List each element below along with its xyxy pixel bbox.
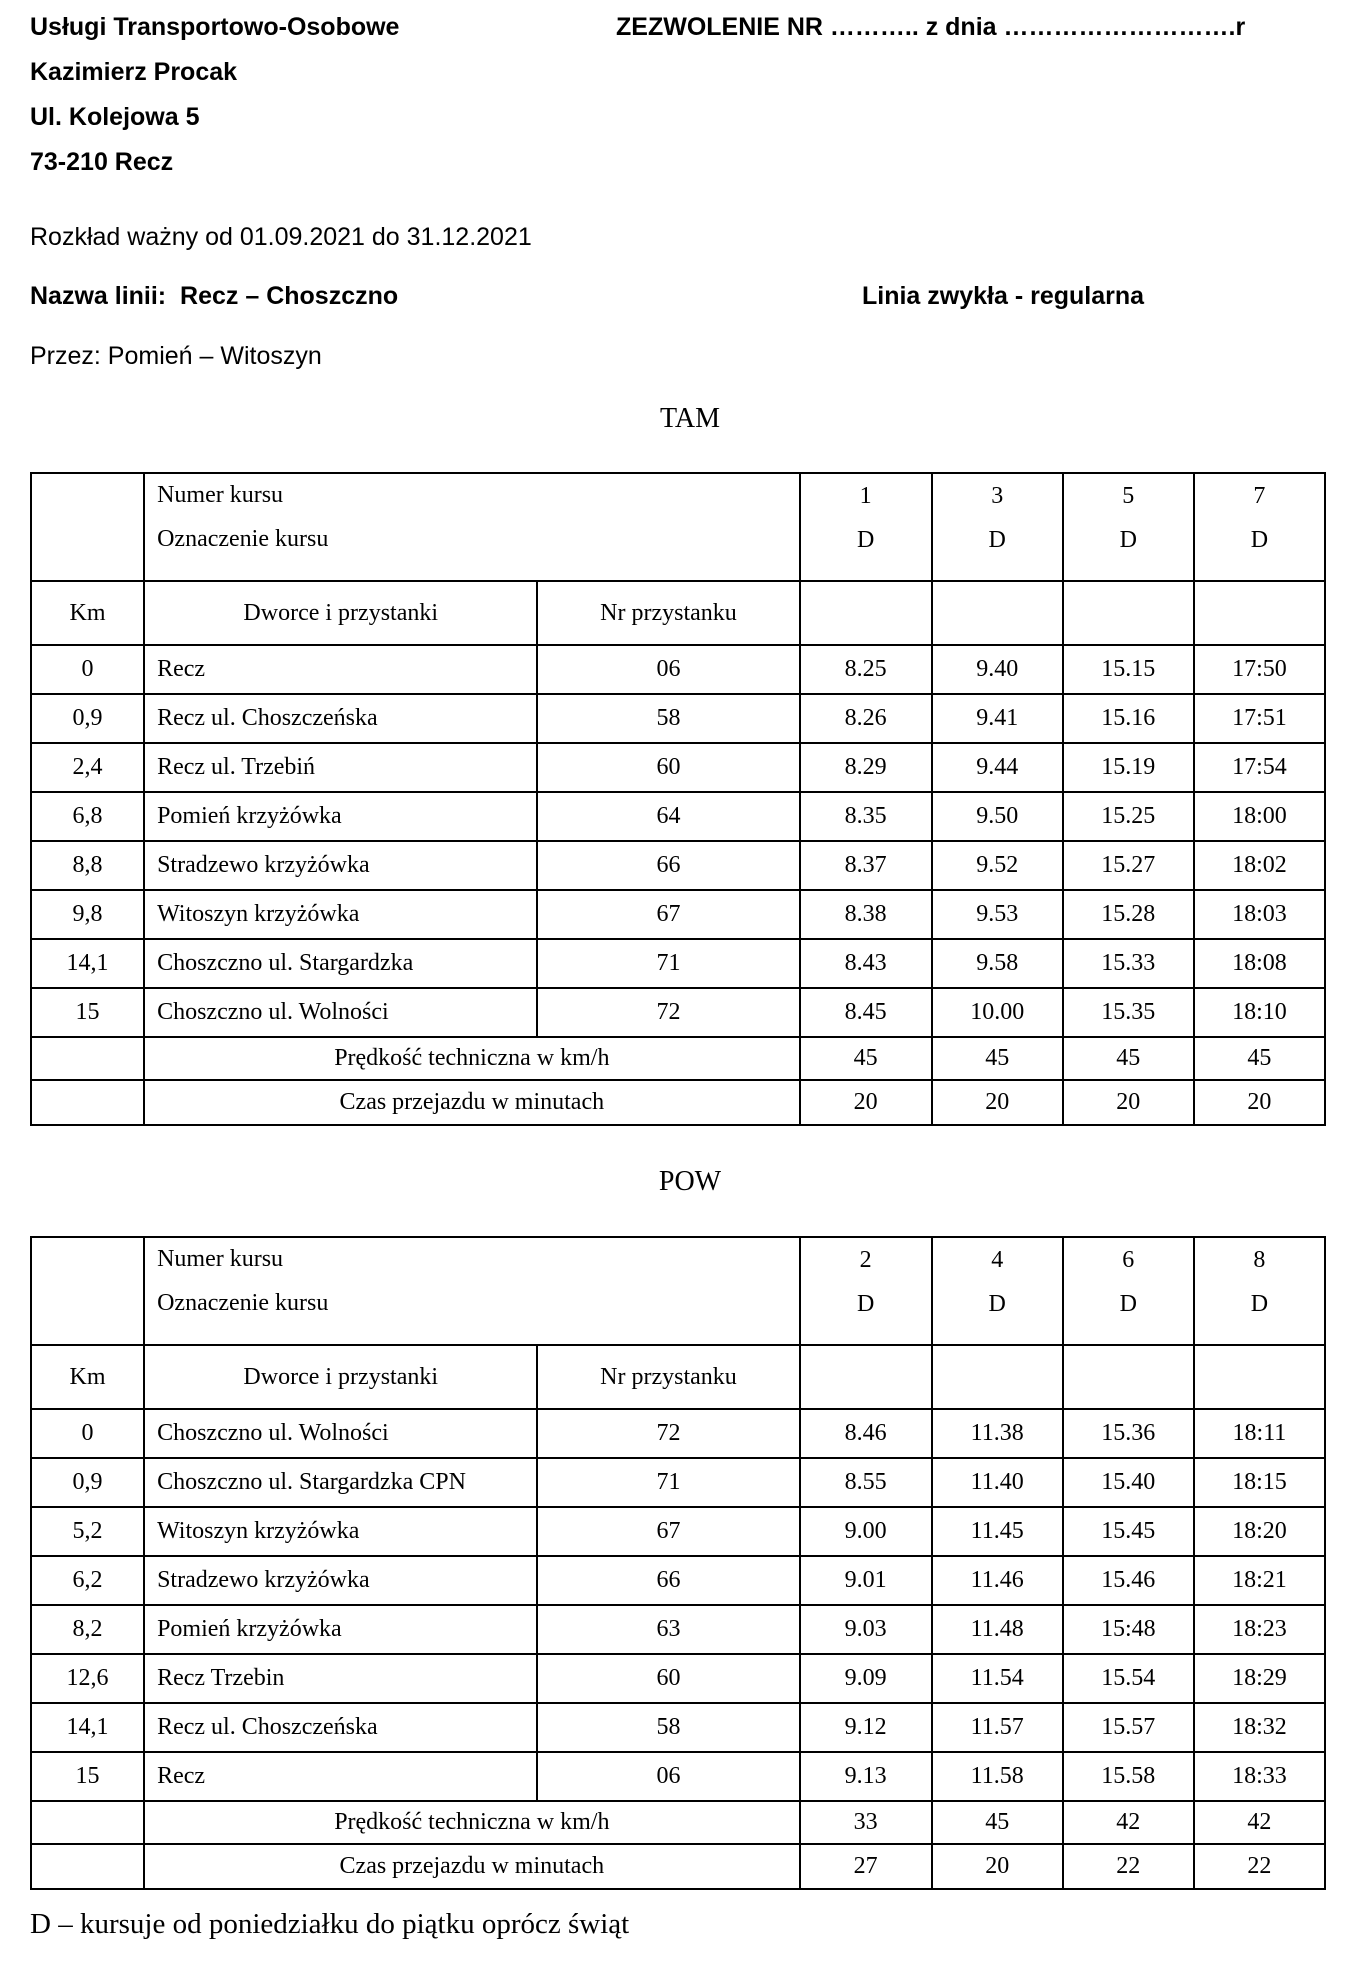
departure-time-cell: 11.57: [932, 1703, 1063, 1752]
stop-number-cell: 71: [537, 939, 799, 988]
speed-value: 42: [1194, 1801, 1325, 1844]
departure-time-cell: 9.09: [800, 1654, 932, 1703]
course-number: 2: [859, 1247, 872, 1273]
stop-row: [31, 1654, 1325, 1703]
stop-name-cell: Recz ul. Choszczeńska: [144, 694, 537, 743]
course-number: 3: [991, 483, 1004, 509]
speed-value: 42: [1063, 1801, 1194, 1844]
travel-time-label: Czas przejazdu w minutach: [144, 1844, 799, 1889]
course-number-label: Numer kursu: [157, 1246, 284, 1272]
departure-time-cell: 11.48: [932, 1605, 1063, 1654]
departure-time-cell: 15:48: [1063, 1605, 1194, 1654]
departure-time-cell: 8.46: [800, 1409, 932, 1458]
km-header: Km: [31, 1345, 144, 1409]
travel-time-row: [31, 1844, 1325, 1889]
legend-note: D – kursuje od poniedziałku do piątku oprócz świąt: [30, 1908, 630, 1940]
course-mark: D: [1250, 527, 1269, 553]
course-mark: D: [1119, 1291, 1137, 1317]
departure-time-cell: 15.28: [1063, 890, 1194, 939]
km-cell: 14,1: [31, 939, 144, 988]
speed-value: 45: [932, 1801, 1063, 1844]
speed-value: 45: [932, 1037, 1063, 1080]
stop-name-cell: Stradzewo krzyżówka: [144, 1556, 537, 1605]
departure-time-cell: 15.15: [1063, 645, 1194, 694]
km-header: Km: [31, 581, 144, 645]
course-col: [800, 1237, 932, 1345]
timetable-tam: [30, 472, 1326, 1126]
departure-time-cell: 18:23: [1194, 1605, 1325, 1654]
stop-row: [31, 694, 1325, 743]
departure-time-cell: 15.54: [1063, 1654, 1194, 1703]
km-cell: 6,2: [31, 1556, 144, 1605]
speed-row: [31, 1801, 1325, 1844]
travel-time-value: 20: [932, 1080, 1063, 1125]
travel-time-value: 22: [1194, 1844, 1325, 1889]
departure-time-cell: 8.25: [800, 645, 932, 694]
stop-row: [31, 939, 1325, 988]
stop-number-cell: 06: [537, 645, 799, 694]
course-label-cell: [144, 473, 799, 581]
stop-number-cell: 64: [537, 792, 799, 841]
course-number: 1: [859, 483, 872, 509]
speed-value: 45: [1063, 1037, 1194, 1080]
stop-number-cell: 66: [537, 841, 799, 890]
permit-line: ZEZWOLENIE NR ……….. z dnia ……………………….r: [616, 13, 1246, 41]
travel-time-value: 22: [1063, 1844, 1194, 1889]
departure-time-cell: 9.12: [800, 1703, 932, 1752]
km-cell: 0: [31, 645, 144, 694]
stop-number-cell: 06: [537, 1752, 799, 1801]
stop-row: [31, 890, 1325, 939]
km-cell: 0,9: [31, 1458, 144, 1507]
stop-name-cell: Pomień krzyżówka: [144, 1605, 537, 1654]
course-mark: D: [856, 527, 875, 553]
stop-number-cell: 60: [537, 743, 799, 792]
departure-time-cell: 18:02: [1194, 841, 1325, 890]
departure-time-cell: 9.13: [800, 1752, 932, 1801]
departure-time-cell: 17:51: [1194, 694, 1325, 743]
stop-name-cell: Recz: [144, 645, 537, 694]
empty-cell: [31, 473, 144, 581]
stop-no-header: Nr przystanku: [537, 581, 799, 645]
stop-name-cell: Recz Trzebin: [144, 1654, 537, 1703]
section-title-pow: POW: [658, 1166, 722, 1197]
stop-name-cell: Recz ul. Choszczeńska: [144, 1703, 537, 1752]
departure-time-cell: 8.45: [800, 988, 932, 1037]
stop-number-cell: 60: [537, 1654, 799, 1703]
km-cell: 0,9: [31, 694, 144, 743]
departure-time-cell: 18:33: [1194, 1752, 1325, 1801]
stop-row: [31, 792, 1325, 841]
stop-row: [31, 1752, 1325, 1801]
stop-name-cell: Stradzewo krzyżówka: [144, 841, 537, 890]
course-header-row: [31, 473, 1325, 581]
stop-row: [31, 1605, 1325, 1654]
stop-number-cell: 67: [537, 890, 799, 939]
course-col: [932, 1237, 1063, 1345]
course-mark-label: Oznaczenie kursu: [157, 1290, 329, 1316]
departure-time-cell: 11.58: [932, 1752, 1063, 1801]
departure-time-cell: 9.41: [932, 694, 1063, 743]
line-name: [30, 281, 398, 311]
stop-name-cell: Choszczno ul. Stargardzka: [144, 939, 537, 988]
company-name: Usługi Transportowo-Osobowe: [30, 13, 400, 41]
departure-time-cell: 18:08: [1194, 939, 1325, 988]
departure-time-cell: 15.40: [1063, 1458, 1194, 1507]
departure-time-cell: 8.37: [800, 841, 932, 890]
course-number: 7: [1253, 483, 1266, 509]
stop-number-cell: 71: [537, 1458, 799, 1507]
km-cell: 8,8: [31, 841, 144, 890]
speed-label: Prędkość techniczna w km/h: [144, 1037, 799, 1080]
departure-time-cell: 18:20: [1194, 1507, 1325, 1556]
departure-time-cell: 15.25: [1063, 792, 1194, 841]
course-col: [1063, 473, 1194, 581]
stop-row: [31, 1703, 1325, 1752]
departure-time-cell: 15.45: [1063, 1507, 1194, 1556]
line-name-label: Nazwa linii:: [30, 282, 167, 310]
course-number: 8: [1253, 1247, 1266, 1273]
stop-number-cell: 63: [537, 1605, 799, 1654]
departure-time-cell: 9.40: [932, 645, 1063, 694]
empty-cell: [31, 1237, 144, 1345]
km-cell: 0: [31, 1409, 144, 1458]
stop-row: [31, 988, 1325, 1037]
departure-time-cell: 9.00: [800, 1507, 932, 1556]
stop-number-cell: 67: [537, 1507, 799, 1556]
km-cell: 14,1: [31, 1703, 144, 1752]
travel-time-row: [31, 1080, 1325, 1125]
departure-time-cell: 15.58: [1063, 1752, 1194, 1801]
stop-number-cell: 58: [537, 1703, 799, 1752]
departure-time-cell: 11.46: [932, 1556, 1063, 1605]
km-cell: 15: [31, 988, 144, 1037]
km-cell: 9,8: [31, 890, 144, 939]
course-mark-label: Oznaczenie kursu: [157, 526, 329, 552]
line-name-value: Recz – Choszczno: [180, 282, 399, 310]
section-title-tam: TAM: [660, 403, 720, 434]
course-number: 5: [1122, 483, 1135, 509]
course-number-label: Numer kursu: [157, 482, 284, 508]
course-label-cell: [144, 1237, 799, 1345]
departure-time-cell: 18:03: [1194, 890, 1325, 939]
stop-name-cell: Choszczno ul. Wolności: [144, 988, 537, 1037]
course-mark: D: [1119, 527, 1137, 553]
stop-name-cell: Witoszyn krzyżówka: [144, 890, 537, 939]
departure-time-cell: 11.45: [932, 1507, 1063, 1556]
departure-time-cell: 18:32: [1194, 1703, 1325, 1752]
departure-time-cell: 8.43: [800, 939, 932, 988]
course-mark: D: [988, 527, 1006, 553]
stop-row: [31, 1507, 1325, 1556]
travel-time-value: 27: [800, 1844, 932, 1889]
course-number: 4: [991, 1247, 1004, 1273]
stop-row: [31, 1458, 1325, 1507]
column-header-row: [31, 581, 1325, 645]
departure-time-cell: 15.27: [1063, 841, 1194, 890]
km-cell: 5,2: [31, 1507, 144, 1556]
course-col: [932, 473, 1063, 581]
km-cell: 12,6: [31, 1654, 144, 1703]
departure-time-cell: 8.26: [800, 694, 932, 743]
stop-name-cell: Recz: [144, 1752, 537, 1801]
validity-line: Rozkład ważny od 01.09.2021 do 31.12.2021: [30, 223, 532, 251]
course-mark: D: [856, 1291, 875, 1317]
course-mark: D: [988, 1291, 1006, 1317]
company-city: 73-210 Recz: [30, 148, 174, 176]
stop-row: [31, 645, 1325, 694]
departure-time-cell: 11.54: [932, 1654, 1063, 1703]
departure-time-cell: 18:15: [1194, 1458, 1325, 1507]
departure-time-cell: 8.35: [800, 792, 932, 841]
course-col: [1194, 1237, 1325, 1345]
stop-number-cell: 66: [537, 1556, 799, 1605]
stop-name-cell: Choszczno ul. Stargardzka CPN: [144, 1458, 537, 1507]
stop-name-cell: Recz ul. Trzebiń: [144, 743, 537, 792]
stop-name-cell: Choszczno ul. Wolności: [144, 1409, 537, 1458]
departure-time-cell: 11.40: [932, 1458, 1063, 1507]
departure-time-cell: 18:21: [1194, 1556, 1325, 1605]
stop-row: [31, 743, 1325, 792]
departure-time-cell: 8.38: [800, 890, 932, 939]
km-cell: 15: [31, 1752, 144, 1801]
km-cell: 2,4: [31, 743, 144, 792]
speed-row: [31, 1037, 1325, 1080]
departure-time-cell: 18:00: [1194, 792, 1325, 841]
stop-name-cell: Pomień krzyżówka: [144, 792, 537, 841]
stops-header: Dworce i przystanki: [144, 1345, 537, 1409]
departure-time-cell: 9.50: [932, 792, 1063, 841]
departure-time-cell: 9.44: [932, 743, 1063, 792]
departure-time-cell: 18:10: [1194, 988, 1325, 1037]
travel-time-value: 20: [1194, 1080, 1325, 1125]
departure-time-cell: 15.16: [1063, 694, 1194, 743]
stop-row: [31, 841, 1325, 890]
departure-time-cell: 15.35: [1063, 988, 1194, 1037]
departure-time-cell: 15.36: [1063, 1409, 1194, 1458]
company-street: Ul. Kolejowa 5: [30, 103, 200, 131]
stop-row: [31, 1409, 1325, 1458]
stop-no-header: Nr przystanku: [537, 1345, 799, 1409]
course-col: [800, 473, 932, 581]
departure-time-cell: 9.53: [932, 890, 1063, 939]
column-header-row: [31, 1345, 1325, 1409]
stop-number-cell: 72: [537, 1409, 799, 1458]
course-col: [1194, 473, 1325, 581]
departure-time-cell: 15.46: [1063, 1556, 1194, 1605]
course-col: [1063, 1237, 1194, 1345]
line-type: Linia zwykła - regularna: [862, 282, 1145, 310]
departure-time-cell: 9.52: [932, 841, 1063, 890]
departure-time-cell: 9.58: [932, 939, 1063, 988]
departure-time-cell: 9.01: [800, 1556, 932, 1605]
departure-time-cell: 8.55: [800, 1458, 932, 1507]
speed-value: 45: [1194, 1037, 1325, 1080]
departure-time-cell: 15.33: [1063, 939, 1194, 988]
stops-header: Dworce i przystanki: [144, 581, 537, 645]
travel-time-label: Czas przejazdu w minutach: [144, 1080, 799, 1125]
departure-time-cell: 10.00: [932, 988, 1063, 1037]
departure-time-cell: 18:29: [1194, 1654, 1325, 1703]
stop-number-cell: 58: [537, 694, 799, 743]
course-mark: D: [1250, 1291, 1269, 1317]
stop-number-cell: 72: [537, 988, 799, 1037]
speed-label: Prędkość techniczna w km/h: [144, 1801, 799, 1844]
departure-time-cell: 17:54: [1194, 743, 1325, 792]
departure-time-cell: 15.57: [1063, 1703, 1194, 1752]
travel-time-value: 20: [932, 1844, 1063, 1889]
stop-row: [31, 1556, 1325, 1605]
km-cell: 6,8: [31, 792, 144, 841]
course-number: 6: [1122, 1247, 1135, 1273]
travel-time-value: 20: [800, 1080, 932, 1125]
departure-time-cell: 8.29: [800, 743, 932, 792]
speed-value: 33: [800, 1801, 932, 1844]
departure-time-cell: 9.03: [800, 1605, 932, 1654]
company-owner: Kazimierz Procak: [30, 58, 238, 86]
departure-time-cell: 11.38: [932, 1409, 1063, 1458]
line-via: Przez: Pomień – Witoszyn: [30, 342, 322, 370]
travel-time-value: 20: [1063, 1080, 1194, 1125]
departure-time-cell: 17:50: [1194, 645, 1325, 694]
departure-time-cell: 18:11: [1194, 1409, 1325, 1458]
speed-value: 45: [800, 1037, 932, 1080]
km-cell: 8,2: [31, 1605, 144, 1654]
timetable-pow: [30, 1236, 1326, 1890]
departure-time-cell: 15.19: [1063, 743, 1194, 792]
course-header-row: [31, 1237, 1325, 1345]
stop-name-cell: Witoszyn krzyżówka: [144, 1507, 537, 1556]
